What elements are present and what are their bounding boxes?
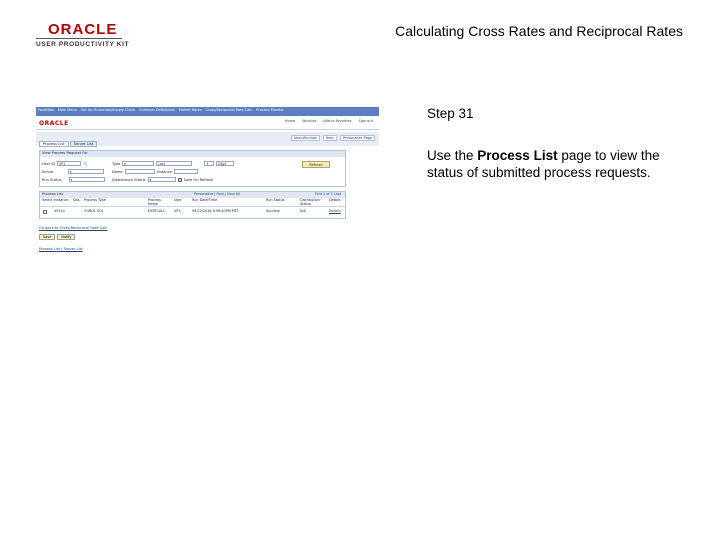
nav-common-definitions[interactable]: Common Definitions	[139, 108, 175, 112]
column-header-row	[40, 199, 345, 207]
bottom-tab-links[interactable]: Process List | Server List	[39, 247, 83, 251]
desc-bold: Process List	[477, 148, 558, 163]
logo-subtitle: USER PRODUCTIVITY KIT	[36, 41, 130, 48]
row-select-checkbox[interactable]	[43, 210, 47, 214]
distribution-status-select[interactable]: ▾	[148, 177, 176, 182]
save-on-refresh-checkbox[interactable]: ✓	[178, 177, 182, 182]
column-header: Details	[329, 198, 341, 202]
column-header: Process Type	[84, 198, 106, 202]
nav-process-monitor[interactable]: Process Monitor	[256, 108, 284, 112]
row-details-link[interactable]: Details	[329, 209, 341, 213]
last-count-field[interactable]: 1	[204, 161, 214, 166]
distribution-status-label: Distribution Status	[112, 177, 146, 182]
logo-divider	[36, 38, 122, 39]
server-select[interactable]: ▾	[68, 169, 104, 174]
step-description	[427, 147, 687, 181]
column-header: Distribution Status	[300, 198, 320, 206]
process-list-title: Process List	[42, 192, 64, 196]
worklist-link[interactable]: Worklist	[302, 119, 317, 123]
new-window-link[interactable]: New Window	[291, 135, 320, 141]
step-number: Step 31	[427, 106, 474, 121]
top-navigation-bar	[36, 107, 379, 116]
column-header: Seq.	[73, 198, 81, 202]
oracle-upk-logo	[36, 21, 130, 49]
run-status-select[interactable]: ▾	[69, 177, 105, 182]
add-favorites-link[interactable]: Add to Favorites	[323, 119, 352, 123]
name-label: Name	[112, 169, 123, 174]
instance-field[interactable]	[174, 169, 198, 174]
go-back-link[interactable]: Go back to Cross/Reciprocal Rate Calc	[39, 226, 108, 230]
column-header: User	[174, 198, 182, 202]
row-instance: 45514	[54, 209, 65, 213]
server-label: Server	[42, 169, 54, 174]
notify-button[interactable]: Notify	[57, 234, 75, 240]
grid-tools[interactable]: Personalize | Find | View All	[194, 192, 241, 196]
nav-rate-calc[interactable]: Cross/Reciprocal Rate Calc	[205, 108, 253, 112]
tab-server-list[interactable]: Server List	[70, 141, 98, 147]
nav-main-menu[interactable]: Main Menu	[57, 108, 77, 112]
grid-pager[interactable]: First 1 of 1 Last	[314, 192, 341, 196]
name-field[interactable]	[125, 169, 155, 174]
personalize-page-link[interactable]: Personalize Page	[340, 135, 375, 141]
nav-market-rates[interactable]: Market Rates	[178, 108, 202, 112]
home-link[interactable]: Home	[284, 119, 296, 123]
nav-setup-fsc[interactable]: Set Up Financials/Supply Chain	[80, 108, 136, 112]
desc-post: page to view the status of submitted process requests.	[427, 148, 660, 180]
instance-label: Instance	[156, 169, 172, 174]
lookup-icon[interactable]: 🔍	[83, 161, 88, 166]
action-buttons	[39, 234, 75, 240]
column-header: Select	[42, 198, 53, 202]
brand-bar	[36, 116, 379, 130]
table-row[interactable]	[40, 209, 345, 217]
save-button[interactable]: Save	[39, 234, 55, 240]
row-run-date: 09/22/2016 9:56:40PM PDT	[192, 209, 239, 213]
row-user: VP1	[174, 209, 181, 213]
last-select[interactable]: Last	[156, 161, 192, 166]
row-distribution-status: N/A	[300, 209, 306, 213]
page-tabs	[39, 141, 97, 147]
row-run-status: Success	[266, 209, 280, 213]
user-id-label: User ID	[42, 161, 56, 166]
column-header: Run Status	[266, 198, 285, 202]
user-id-field[interactable]: VP1	[57, 161, 81, 166]
sign-out-link[interactable]: Sign out	[358, 119, 373, 123]
unit-select[interactable]: Days	[216, 161, 234, 166]
refresh-button[interactable]: Refresh	[302, 161, 330, 168]
row-process-type: COBOL SQL	[84, 209, 104, 213]
page-title: Calculating Cross Rates and Reciprocal Rates	[395, 23, 683, 39]
row-process-name: EXRTCALC	[148, 209, 166, 213]
tab-process-list[interactable]: Process List	[39, 141, 69, 147]
type-label: Type	[112, 161, 121, 166]
column-header: Instance	[54, 198, 69, 202]
type-select[interactable]: ▾	[122, 161, 154, 166]
process-list-screenshot	[36, 107, 379, 259]
run-status-label: Run Status	[42, 177, 62, 182]
help-link[interactable]: Help	[323, 135, 337, 141]
brand-logo: ORACLE	[39, 120, 69, 127]
column-header: Run Date/Time	[192, 198, 218, 202]
logo-wordmark: ORACLE	[48, 21, 118, 38]
save-on-refresh-label: Save On Refresh	[183, 177, 214, 182]
process-list-grid	[39, 191, 346, 219]
desc-pre: Use the	[427, 148, 478, 163]
filter-heading: View Process Request For	[40, 151, 345, 157]
nav-favorites[interactable]: Favorites	[38, 108, 54, 112]
column-header: Process Name	[148, 198, 161, 206]
filter-panel	[39, 150, 346, 187]
